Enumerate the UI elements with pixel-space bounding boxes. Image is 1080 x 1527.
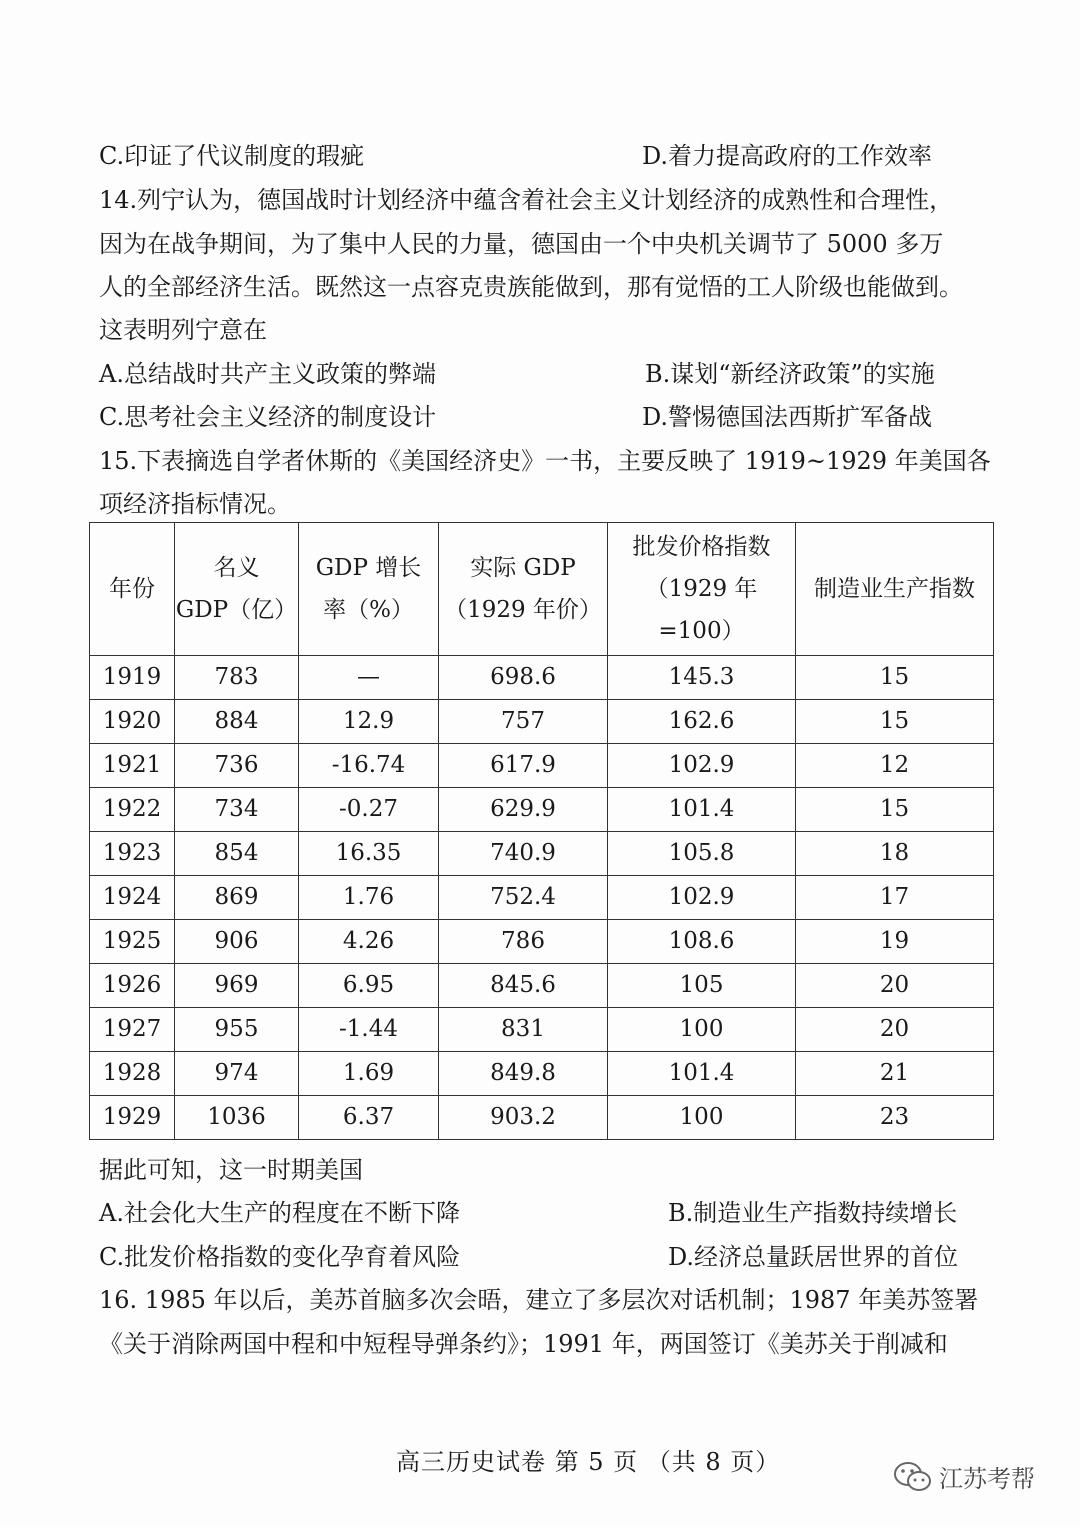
header-manufacturing-index: 制造业生产指数 [796,523,994,656]
cell-nominal-gdp: 955 [175,1008,299,1052]
q15-option-d: D.经济总量跃居世界的首位 [668,1243,959,1271]
cell-real-gdp: 740.9 [439,832,608,876]
q15-option-a: A.社会化大生产的程度在不断下降 [99,1199,460,1227]
q14-stem-line-1: 14.列宁认为，德国战时计划经济中蕴含着社会主义计划经济的成熟性和合理性， [99,186,954,214]
cell-year: 1925 [90,920,175,964]
cell-nominal-gdp: 783 [175,656,299,700]
cell-gdp-growth: 6.37 [299,1096,439,1140]
q13-option-c: C.印证了代议制度的瑕疵 [99,142,365,170]
table-row [90,964,994,1008]
cell-manufacturing-index: 21 [796,1052,994,1096]
cell-nominal-gdp: 884 [175,700,299,744]
cell-gdp-growth: — [299,656,439,700]
q15-option-b: B.制造业生产指数持续增长 [668,1199,958,1227]
q16-stem-line-1: 16. 1985 年以后，美苏首脑多次会晤，建立了多层次对话机制；1987 年美苏签署 [99,1286,979,1314]
cell-wholesale-index: 101.4 [608,788,796,832]
cell-gdp-growth: 1.76 [299,876,439,920]
cell-nominal-gdp: 869 [175,876,299,920]
wechat-icon [893,1460,933,1494]
cell-real-gdp: 698.6 [439,656,608,700]
cell-manufacturing-index: 20 [796,964,994,1008]
q14-stem-line-2: 因为在战争期间，为了集中人民的力量，德国由一个中央机关调节了 5000 多万 [99,230,944,258]
cell-real-gdp: 903.2 [439,1096,608,1140]
cell-wholesale-index: 145.3 [608,656,796,700]
cell-wholesale-index: 102.9 [608,744,796,788]
header-wholesale-price-index: 批发价格指数 （1929 年 =100） [608,523,796,656]
table-row [90,1096,994,1140]
cell-gdp-growth: 1.69 [299,1052,439,1096]
cell-year: 1928 [90,1052,175,1096]
header-year: 年份 [90,523,175,656]
table-row [90,744,994,788]
cell-manufacturing-index: 15 [796,788,994,832]
cell-wholesale-index: 105.8 [608,832,796,876]
cell-manufacturing-index: 20 [796,1008,994,1052]
table-row [90,1008,994,1052]
q15-stem-line-3: 据此可知，这一时期美国 [99,1156,363,1184]
cell-wholesale-index: 100 [608,1096,796,1140]
cell-nominal-gdp: 734 [175,788,299,832]
cell-year: 1924 [90,876,175,920]
cell-year: 1919 [90,656,175,700]
cell-manufacturing-index: 17 [796,876,994,920]
table-row [90,920,994,964]
q14-stem-line-4: 这表明列宁意在 [99,316,267,344]
cell-wholesale-index: 105 [608,964,796,1008]
cell-manufacturing-index: 18 [796,832,994,876]
cell-year: 1920 [90,700,175,744]
cell-year: 1923 [90,832,175,876]
cell-wholesale-index: 101.4 [608,1052,796,1096]
table-row [90,876,994,920]
cell-manufacturing-index: 15 [796,700,994,744]
cell-gdp-growth: 4.26 [299,920,439,964]
cell-gdp-growth: -0.27 [299,788,439,832]
cell-year: 1921 [90,744,175,788]
cell-nominal-gdp: 736 [175,744,299,788]
table-row [90,700,994,744]
cell-manufacturing-index: 23 [796,1096,994,1140]
cell-wholesale-index: 108.6 [608,920,796,964]
cell-real-gdp: 786 [439,920,608,964]
q14-option-c: C.思考社会主义经济的制度设计 [99,403,437,431]
cell-real-gdp: 752.4 [439,876,608,920]
cell-real-gdp: 629.9 [439,788,608,832]
cell-manufacturing-index: 12 [796,744,994,788]
q15-stem-line-1: 15.下表摘选自学者休斯的《美国经济史》一书，主要反映了 1919~1929 年美国各 [99,447,991,475]
cell-year: 1929 [90,1096,175,1140]
cell-real-gdp: 849.8 [439,1052,608,1096]
cell-wholesale-index: 102.9 [608,876,796,920]
cell-real-gdp: 845.6 [439,964,608,1008]
table-row [90,656,994,700]
header-real-gdp: 实际 GDP （1929 年价） [439,523,608,656]
economic-indicators-table [89,522,994,1140]
watermark-text: 江苏考帮 [939,1465,1035,1493]
cell-gdp-growth: -1.44 [299,1008,439,1052]
header-gdp-growth: GDP 增长 率（%） [299,523,439,656]
cell-nominal-gdp: 969 [175,964,299,1008]
cell-year: 1927 [90,1008,175,1052]
page-footer: 高三历史试卷 第 5 页 （共 8 页） [396,1448,781,1476]
q15-option-c: C.批发价格指数的变化孕育着风险 [99,1243,461,1271]
q14-option-d: D.警惕德国法西斯扩军备战 [642,403,933,431]
cell-gdp-growth: -16.74 [299,744,439,788]
cell-wholesale-index: 162.6 [608,700,796,744]
table-header-row [90,523,994,656]
q14-option-a: A.总结战时共产主义政策的弊端 [99,360,436,388]
q14-stem-line-3: 人的全部经济生活。既然这一点容克贵族能做到，那有觉悟的工人阶级也能做到。 [99,273,963,301]
watermark [893,1459,1035,1494]
cell-gdp-growth: 12.9 [299,700,439,744]
q15-stem-line-2: 项经济指标情况。 [99,490,291,518]
cell-year: 1922 [90,788,175,832]
cell-manufacturing-index: 15 [796,656,994,700]
q14-option-b: B.谋划“新经济政策”的实施 [645,360,935,388]
cell-real-gdp: 617.9 [439,744,608,788]
cell-real-gdp: 831 [439,1008,608,1052]
cell-year: 1926 [90,964,175,1008]
table-row [90,832,994,876]
cell-nominal-gdp: 906 [175,920,299,964]
cell-nominal-gdp: 1036 [175,1096,299,1140]
cell-wholesale-index: 100 [608,1008,796,1052]
cell-nominal-gdp: 974 [175,1052,299,1096]
cell-manufacturing-index: 19 [796,920,994,964]
cell-gdp-growth: 6.95 [299,964,439,1008]
table-row [90,1052,994,1096]
cell-gdp-growth: 16.35 [299,832,439,876]
cell-real-gdp: 757 [439,700,608,744]
table-row [90,788,994,832]
q16-stem-line-2: 《关于消除两国中程和中短程导弹条约》；1991 年，两国签订《美苏关于削减和 [99,1330,948,1358]
header-nominal-gdp: 名义 GDP（亿） [175,523,299,656]
cell-nominal-gdp: 854 [175,832,299,876]
q13-option-d: D.着力提高政府的工作效率 [642,142,933,170]
